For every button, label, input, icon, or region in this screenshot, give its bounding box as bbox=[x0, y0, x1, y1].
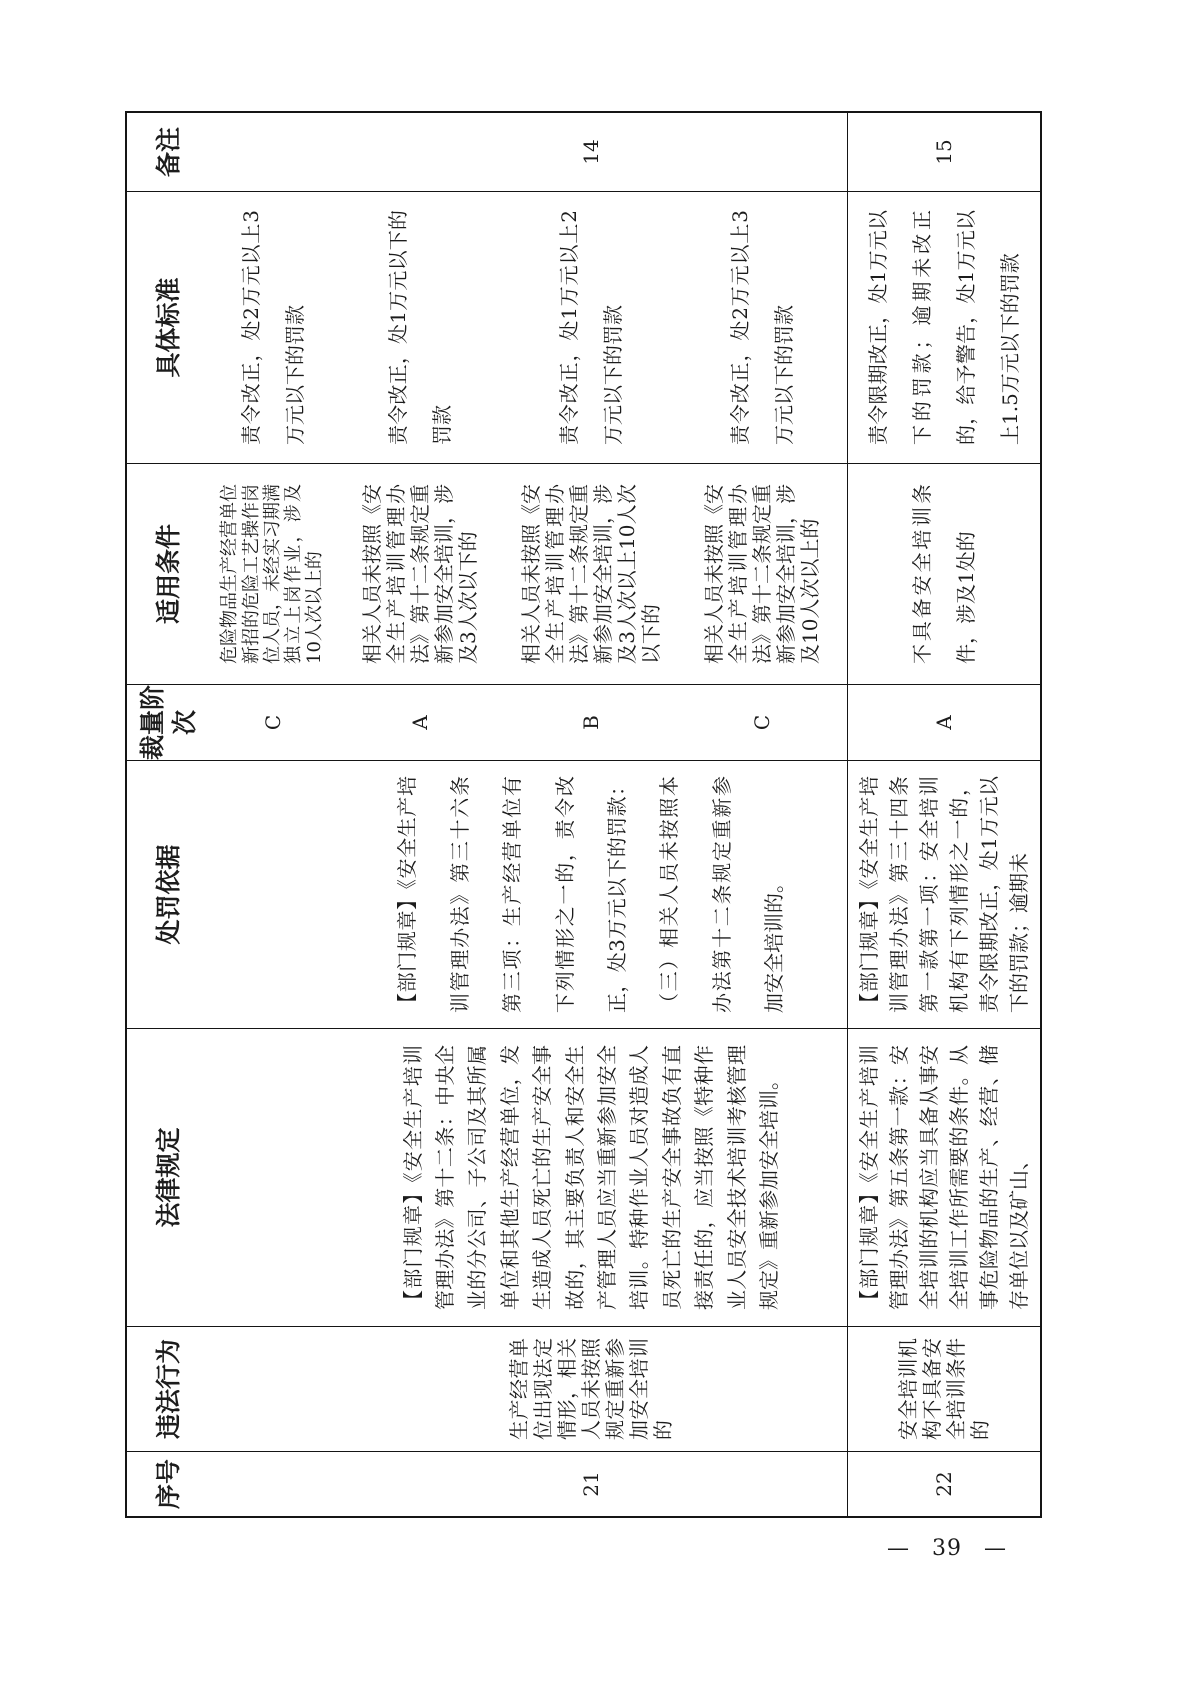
row20-discretion-level bbox=[210, 684, 335, 760]
row22-specific-standard bbox=[848, 191, 1040, 463]
col-header-penalty-basis bbox=[127, 760, 210, 1028]
header-label: 备注 bbox=[153, 127, 183, 178]
row22-serial-number bbox=[848, 1451, 1040, 1516]
illegal-act-text: 生产经营单位出现法定情形，相关人员未按照规定重新参加安全培训的 bbox=[507, 1338, 675, 1440]
row20-applicable-condition bbox=[210, 463, 335, 684]
remarks-value: 15 bbox=[932, 139, 956, 165]
row21-serial-number bbox=[335, 1451, 848, 1516]
row22-legal-provision bbox=[848, 1028, 1040, 1326]
penalty-basis-text: 【部门规章】《安全生产培训管理办法》第三十四条第一款第一项：安全培训机构有下列情形之一的，责令限期改正，处1万元以下的罚款；逾期未 bbox=[857, 776, 1031, 1013]
discretion-level-value: A bbox=[408, 715, 433, 730]
header-label: 裁量阶次 bbox=[138, 684, 199, 760]
row22-discretion-level bbox=[848, 684, 1040, 760]
condition-entry-b bbox=[506, 464, 677, 684]
row21-remarks bbox=[335, 113, 848, 191]
condition-text: 相关人员未按照《安全生产培训管理办法》第十二条规定重新参加安全培训，涉及3人次以下的 bbox=[360, 484, 481, 664]
discretion-level-value: C bbox=[260, 714, 285, 731]
col-header-discretion-level bbox=[127, 684, 210, 760]
serial-number-value: 22 bbox=[932, 1471, 956, 1497]
discretion-entry-a bbox=[335, 685, 506, 760]
discretion-level-value: A bbox=[932, 715, 956, 730]
row20-remarks-cell-empty bbox=[210, 113, 335, 191]
row20-illegal-act-cell-empty bbox=[210, 1326, 335, 1451]
col-header-legal-provision bbox=[127, 1028, 210, 1326]
header-label: 处罚依据 bbox=[153, 844, 183, 945]
row21-applicable-conditions bbox=[335, 463, 848, 684]
row20-legal-provision-cell-empty bbox=[210, 1028, 335, 1326]
row22-illegal-act bbox=[848, 1326, 1040, 1451]
col-header-specific-standard bbox=[127, 191, 210, 463]
illegal-act-text: 安全培训机构不具备安全培训条件的 bbox=[896, 1338, 992, 1440]
page-number: — 39 — bbox=[887, 1536, 1007, 1561]
legal-provision-text: 【部门规章】《安全生产培训管理办法》第十二条：中央企业的分公司、子公司及其所属单位和其他生产经营单位，发生造成人员死亡的生产安全事故的，其主要负责人和安全生产管理人员应当重新参加安全培训。特种作业人员对造成人员死亡的生产安全事故负有直接责任的，应当按照《特种作业人员安全技术培训考核管理规定》重新参加安全培训。 bbox=[400, 1045, 781, 1310]
discretion-entry-b bbox=[506, 685, 677, 760]
row22-penalty-basis bbox=[848, 760, 1040, 1028]
standard-text: 责令改正，处2万元以上3万元以下的罚款 bbox=[238, 210, 307, 445]
condition-text: 相关人员未按照《安全生产培训管理办法》第十二条规定重新参加安全培训，涉及3人次以上10人次以下的 bbox=[519, 484, 663, 664]
row20-specific-standard bbox=[210, 191, 335, 463]
header-label: 适用条件 bbox=[153, 524, 183, 625]
standard-text: 责令改正，处1万元以上2万元以下的罚款 bbox=[557, 210, 625, 445]
standard-list bbox=[335, 192, 847, 463]
standard-text: 责令限期改正，处1万元以下的罚款；逾期未改正的，给予警告，处1万元以上1.5万元以下的罚款 bbox=[866, 210, 1022, 445]
condition-list bbox=[335, 464, 847, 684]
legal-provision-text: 【部门规章】《安全生产培训管理办法》第五条第一款：安全培训的机构应当具备从事安全培训工作所需要的条件。从事危险物品的生产、经营、储存单位以及矿山、 bbox=[857, 1045, 1031, 1310]
standard-entry-a bbox=[335, 192, 506, 463]
row21-penalty-basis bbox=[335, 760, 848, 1028]
header-label: 具体标准 bbox=[153, 277, 183, 378]
header-label: 序号 bbox=[153, 1459, 183, 1510]
col-header-remarks bbox=[127, 113, 210, 191]
row21-discretion-levels bbox=[335, 684, 848, 760]
standard-text: 责令改正，处1万元以下的罚款 bbox=[386, 210, 455, 445]
condition-text: 危险物品生产经营单位新招的危险工艺操作岗位人员，未经实习期满独立上岗作业，涉及10人次以上的 bbox=[219, 484, 326, 664]
discretion-level-value: C bbox=[749, 714, 774, 731]
discretion-level-value: B bbox=[579, 715, 603, 730]
condition-text: 相关人员未按照《安全生产培训管理办法》第十二条规定重新参加安全培训，涉及10人次以上的 bbox=[701, 484, 822, 664]
discretion-level-list bbox=[335, 685, 847, 760]
row21-legal-provision bbox=[335, 1028, 848, 1326]
row20-serial-cell-empty bbox=[210, 1451, 335, 1516]
discretion-entry-c bbox=[676, 685, 847, 760]
row22-applicable-condition bbox=[848, 463, 1040, 684]
row22-remarks bbox=[848, 113, 1040, 191]
col-header-serial-number bbox=[127, 1451, 210, 1516]
rotated-table-area bbox=[125, 115, 1038, 1518]
row21-specific-standards bbox=[335, 191, 848, 463]
condition-entry-c bbox=[676, 464, 847, 684]
header-label: 违法行为 bbox=[153, 1339, 183, 1440]
row21-illegal-act bbox=[335, 1326, 848, 1451]
col-header-illegal-act bbox=[127, 1326, 210, 1451]
condition-entry-a bbox=[335, 464, 506, 684]
condition-text: 不具备安全培训条件，涉及1处的 bbox=[910, 484, 978, 664]
col-header-applicable-condition bbox=[127, 463, 210, 684]
serial-number-value: 21 bbox=[579, 1471, 603, 1497]
header-label: 法律规定 bbox=[153, 1127, 183, 1228]
standard-entry-c bbox=[676, 192, 847, 463]
standard-entry-b bbox=[506, 192, 677, 463]
penalty-basis-text: 【部门规章】《安全生产培训管理办法》第三十六条第三项：生产经营单位有下列情形之一的，责令改正，处3万元以下的罚款：（三）相关人员未按照本办法第十二条规定重新参加安全培训的。 bbox=[395, 776, 787, 1013]
standard-text: 责令改正，处2万元以上3万元以下的罚款 bbox=[727, 210, 796, 445]
penalty-standards-table bbox=[125, 111, 1042, 1518]
remarks-value: 14 bbox=[579, 139, 603, 165]
row20-penalty-basis-cell-empty bbox=[210, 760, 335, 1028]
